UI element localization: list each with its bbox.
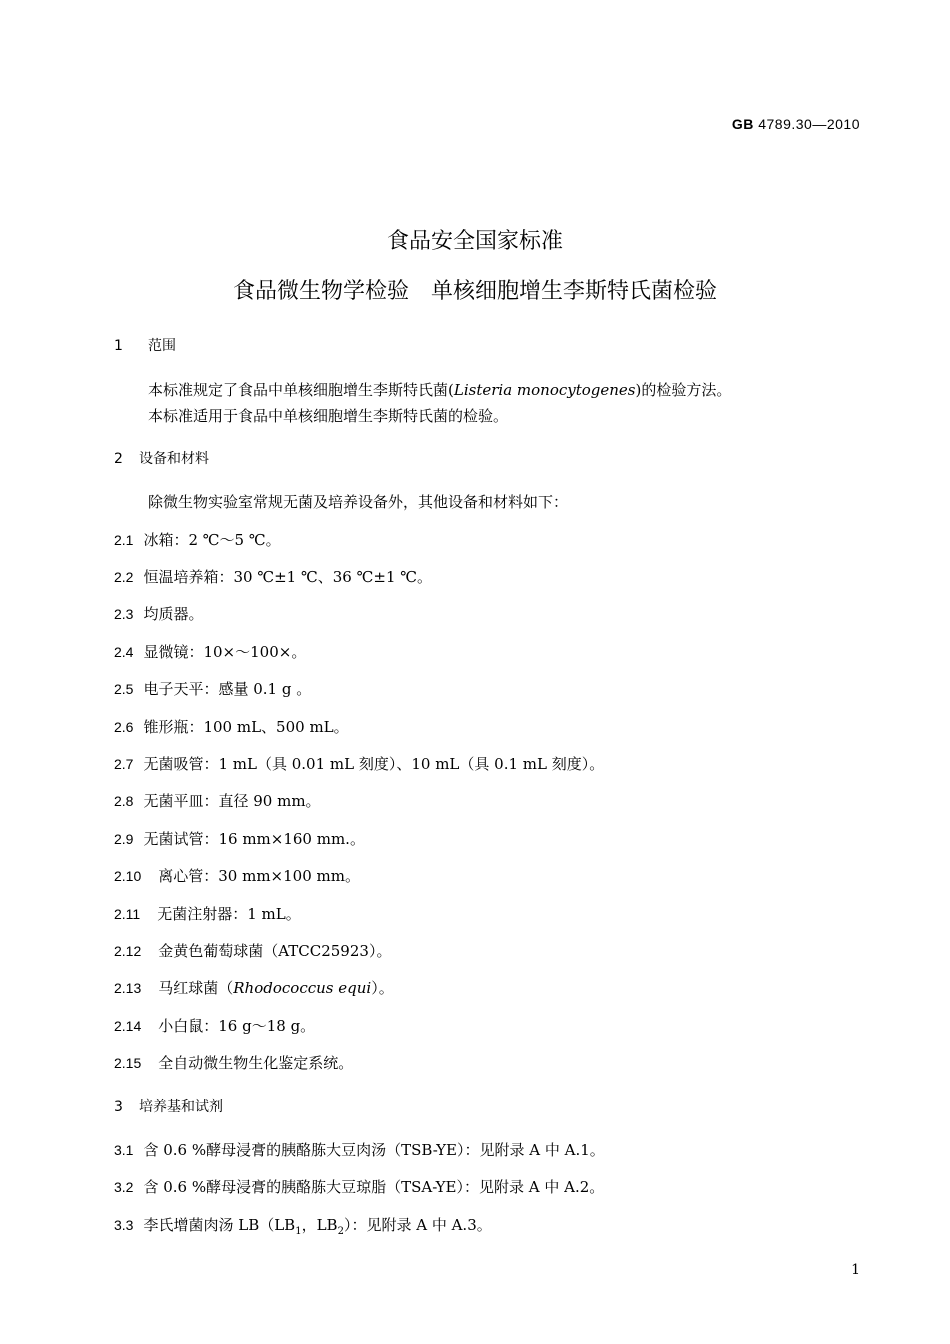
item-text: 均质器。	[143, 605, 204, 623]
item-text: 含 0.6 %酵母浸膏的胰酪胨大豆琼脂（TSA-YE）：见附录 A 中 A.2。	[143, 1178, 605, 1196]
item-number: 2.8	[114, 793, 134, 809]
section-2-intro: 除微生物实验室常规无菌及培养设备外，其他设备和材料如下：	[148, 493, 569, 511]
subscript: 1	[295, 1226, 302, 1237]
standard-title: 食品安全国家标准	[386, 229, 563, 254]
list-item	[114, 828, 365, 849]
list-item	[114, 977, 394, 998]
text: )的检验方法。	[635, 381, 732, 399]
list-item	[114, 1015, 315, 1036]
list-item	[114, 603, 203, 624]
item-text: 恒温培养箱：30 ℃±1 ℃、36 ℃±1 ℃。	[143, 568, 433, 586]
list-item	[114, 678, 311, 699]
list-item	[114, 903, 301, 924]
list-item	[114, 753, 604, 774]
section-1-paragraph-1	[148, 379, 731, 400]
code-prefix: GB	[731, 116, 754, 132]
item-number: 3.1	[114, 1142, 134, 1158]
item-number: 2.2	[114, 569, 134, 585]
item-text: 无菌试管：16 mm×160 mm.。	[143, 830, 365, 848]
species-name: Rhodococcus equi	[233, 979, 372, 997]
list-item	[114, 1139, 605, 1160]
list-item	[114, 790, 321, 811]
section-title: 设备和材料	[139, 451, 209, 467]
section-1-heading	[114, 335, 176, 355]
page-number: 1	[851, 1262, 860, 1278]
list-item	[114, 529, 281, 550]
item-text: ）：见附录 A 中 A.3。	[343, 1216, 492, 1234]
item-text: 冰箱：2 ℃～5 ℃。	[143, 531, 281, 549]
item-number: 3.3	[114, 1217, 134, 1233]
item-number: 2.11	[114, 906, 141, 922]
text: 本标准规定了食品中单核细胞增生李斯特氏菌(	[148, 381, 454, 399]
section-number: 3	[114, 1099, 123, 1115]
list-item	[114, 1176, 604, 1197]
item-number: 2.6	[114, 719, 134, 735]
item-number: 2.14	[114, 1018, 142, 1034]
standard-subtitle: 食品微生物学检验 单核细胞增生李斯特氏菌检验	[232, 279, 717, 304]
item-text: 锥形瓶：100 mL、500 mL。	[143, 718, 349, 736]
item-text: ）。	[371, 979, 394, 997]
item-number: 2.12	[114, 943, 142, 959]
section-3-heading	[114, 1096, 223, 1116]
item-number: 2.13	[114, 980, 142, 996]
code-number: 4789.30—2010	[758, 116, 860, 132]
item-text: 李氏增菌肉汤 LB（LB	[143, 1216, 296, 1234]
item-number: 2.3	[114, 606, 134, 622]
item-number: 2.5	[114, 681, 134, 697]
item-text: 无菌吸管：1 mL（具 0.01 mL 刻度）、10 mL（具 0.1 mL 刻度）。	[143, 755, 605, 773]
list-item	[114, 641, 306, 662]
item-number: 2.1	[114, 532, 134, 548]
item-text: 小白鼠：16 g～18 g。	[158, 1017, 316, 1035]
item-text: 含 0.6 %酵母浸膏的胰酪胨大豆肉汤（TSB-YE）：见附录 A 中 A.1。	[143, 1141, 605, 1159]
section-number: 2	[114, 451, 123, 467]
item-number: 2.4	[114, 644, 134, 660]
item-text: 电子天平：感量 0.1 g 。	[143, 680, 312, 698]
list-item	[114, 716, 349, 737]
item-text: 马红球菌（	[158, 979, 234, 997]
section-2-heading	[114, 448, 209, 468]
item-text: 显微镜：10×～100×。	[143, 643, 307, 661]
list-item	[114, 1052, 353, 1073]
item-number: 2.10	[114, 868, 142, 884]
document-code	[732, 116, 860, 132]
item-text: ，LB	[301, 1216, 338, 1234]
section-number: 1	[114, 338, 123, 354]
item-number: 2.15	[114, 1055, 142, 1071]
item-text: 无菌平皿：直径 90 mm。	[143, 792, 321, 810]
subscript: 2	[337, 1226, 344, 1237]
item-text: 全自动微生物生化鉴定系统。	[158, 1054, 354, 1072]
item-number: 2.7	[114, 756, 134, 772]
item-text: 金黄色葡萄球菌（ATCC25923）。	[158, 942, 392, 960]
section-title: 培养基和试剂	[139, 1099, 223, 1115]
species-name: Listeria monocytogenes	[453, 381, 636, 399]
list-item	[114, 940, 391, 961]
list-item	[114, 865, 360, 886]
section-title: 范围	[148, 338, 176, 354]
item-text: 无菌注射器：1 mL。	[157, 905, 301, 923]
list-item	[114, 566, 432, 587]
item-text: 离心管：30 mm×100 mm。	[158, 867, 360, 885]
list-item	[114, 1214, 492, 1235]
section-1-paragraph-2: 本标准适用于食品中单核细胞增生李斯特氏菌的检验。	[148, 407, 509, 425]
item-number: 3.2	[114, 1179, 134, 1195]
item-number: 2.9	[114, 831, 134, 847]
